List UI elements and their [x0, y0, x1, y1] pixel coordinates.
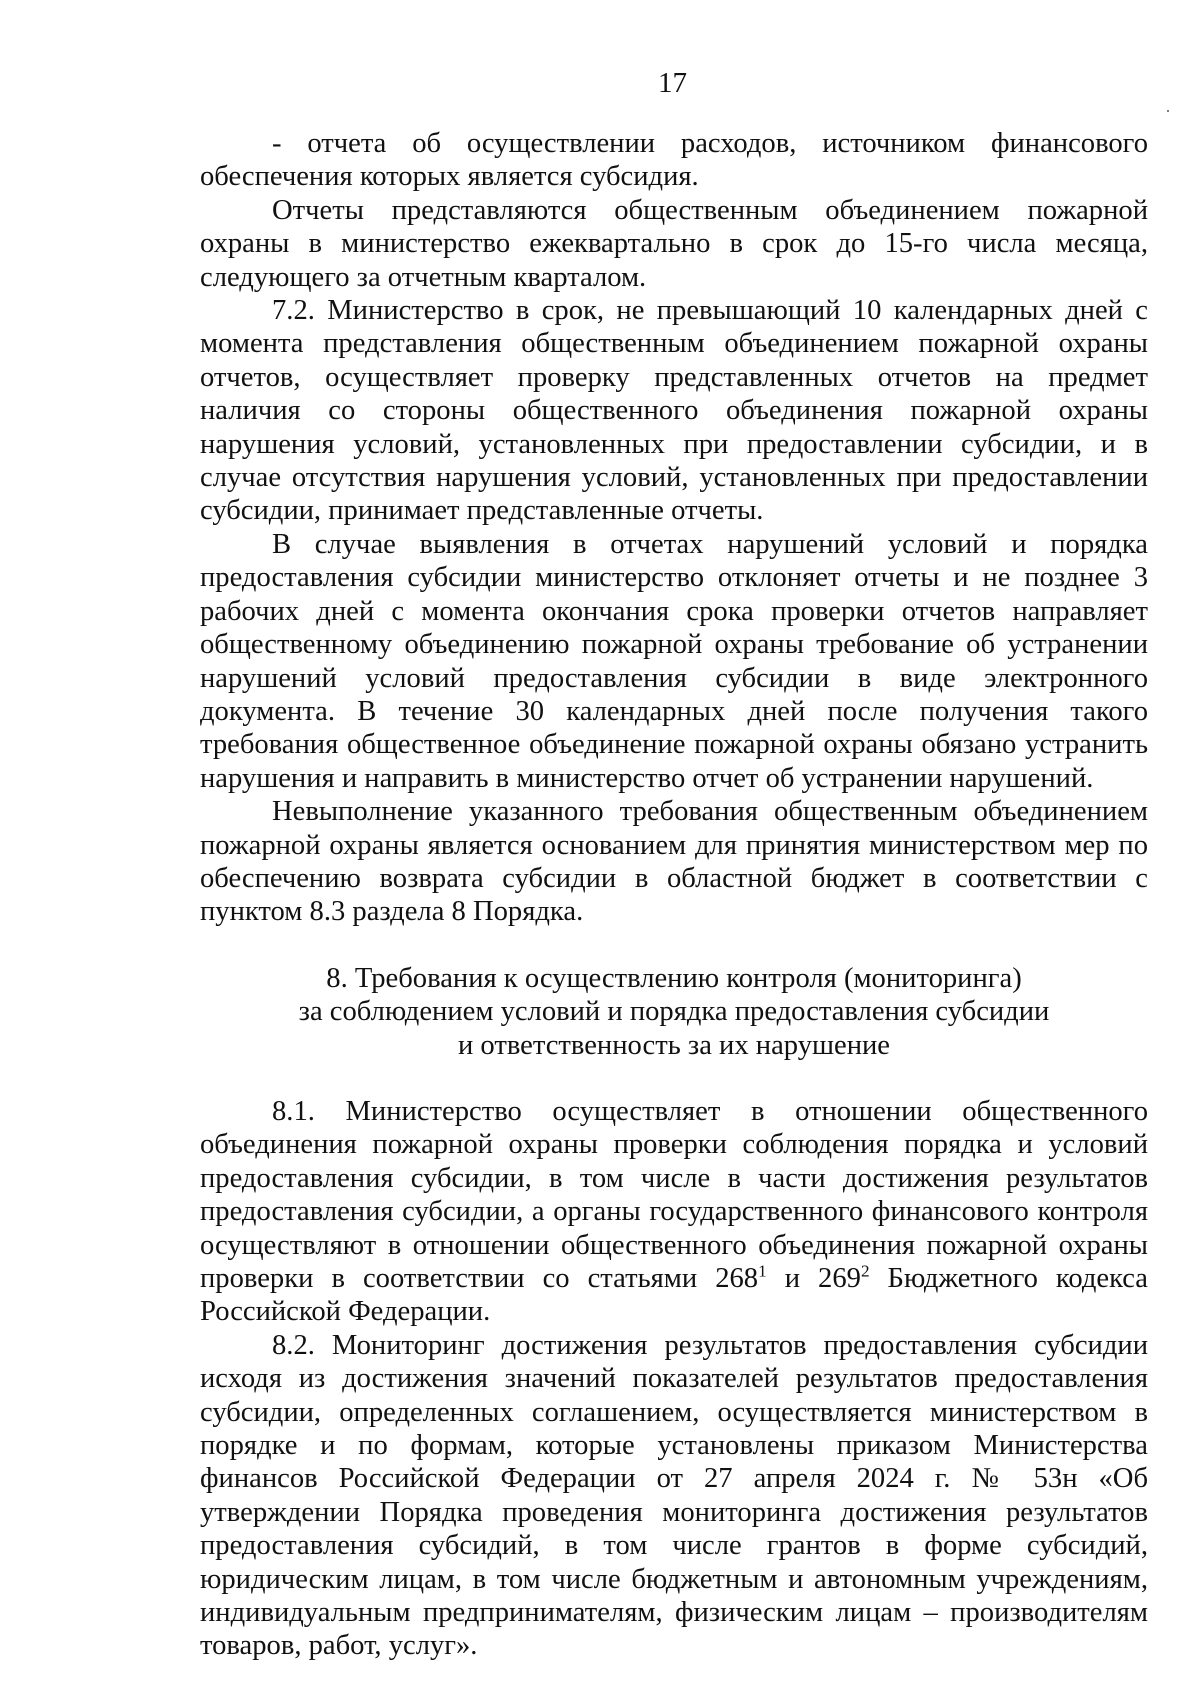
document-body — [200, 127, 1148, 1663]
section-heading-line-3: и ответственность за их нарушение — [457, 1029, 891, 1061]
superscript-268: 1 — [758, 1261, 767, 1281]
page-number: 17 — [658, 67, 687, 99]
paragraph-reports-submission: Отчеты представляются общественным объединением пожарной охраны в министерство ежеквартально в срок до 15-го числа месяца, следующего за отчетным кварталом. — [200, 194, 1148, 293]
superscript-269: 2 — [860, 1261, 870, 1281]
section-8-heading — [200, 929, 1148, 1095]
paragraph-8-1-text-end: Бюджетного кодекса Российской Федерации. — [200, 1263, 1148, 1328]
paragraph-violations-detected: В случае выявления в отчетах нарушений условий и порядка предоставления субсидии министерство отклоняет отчеты и не позднее 3 рабочих дней с момента окончания срока проверки отчетов направляет общественному объединению пожарной охраны требование об устранении нарушений условий предоставления субсидии в виде электронного документа. В течение 30 календарных дней после получения такого требования общественное объединение пожарной охраны обязано устранить нарушения и направить в министерство отчет об устранении нарушений. — [200, 528, 1148, 794]
paragraph-report-expenses: - отчета об осуществлении расходов, источником финансового обеспечения которых является субсидия. — [200, 128, 1148, 193]
paragraph-8-2: 8.2. Мониторинг достижения результатов предоставления субсидии исходя из достижения значений показателей результатов предоставления субсидии, определенных соглашением, осуществляется министерством в порядке и по формам, которые установлены приказом Министерства финансов Российской Федерации от 27 апреля 2024 г. № 53н «Об утверждении Порядка проведения мониторинга достижения результатов предоставления субсидий, в том числе грантов в форме субсидий, юридическим лицам, в том числе бюджетным и автономным учреждениям, индивидуальным предпринимателям, физическим лицам – производителям товаров, работ, услуг». — [200, 1329, 1148, 1662]
section-heading-line-2: за соблюдением условий и порядка предоставления субсидии — [298, 996, 1050, 1028]
paragraph-8-1 — [200, 1095, 1148, 1329]
scan-artifact — [1167, 110, 1169, 112]
paragraph-non-compliance: Невыполнение указанного требования общественным объединением пожарной охраны является основанием для принятия министерством мер по обеспечению возврата субсидии в областной бюджет в соответствии с пунктом 8.3 раздела 8 Порядка. — [200, 796, 1148, 928]
paragraph-8-1-text-start: 8.1. Министерство осуществляет в отношении общественного объединения пожарной охраны проверки соблюдения порядка и условий предоставления субсидии, в том числе в части достижения результатов предоставления субсидии, а органы государственного финансового контроля осуществляют в отношении общественного объединения пожарной охраны проверки в соответствии со статьями 268 — [200, 1095, 1148, 1294]
section-heading-line-1: 8. Требования к осуществлению контроля (мониторинга) — [326, 962, 1022, 994]
paragraph-7-2: 7.2. Министерство в срок, не превышающий 10 календарных дней с момента представления общественным объединением пожарной охраны отчетов, осуществляет проверку представленных отчетов на предмет наличия со стороны общественного объединения пожарной охраны нарушения условий, установленных при предоставлении субсидии, и в случае отсутствия нарушения условий, установленных при предоставлении субсидии, принимает представленные отчеты. — [200, 295, 1148, 527]
paragraph-8-1-text-middle: и 269 — [766, 1263, 861, 1294]
